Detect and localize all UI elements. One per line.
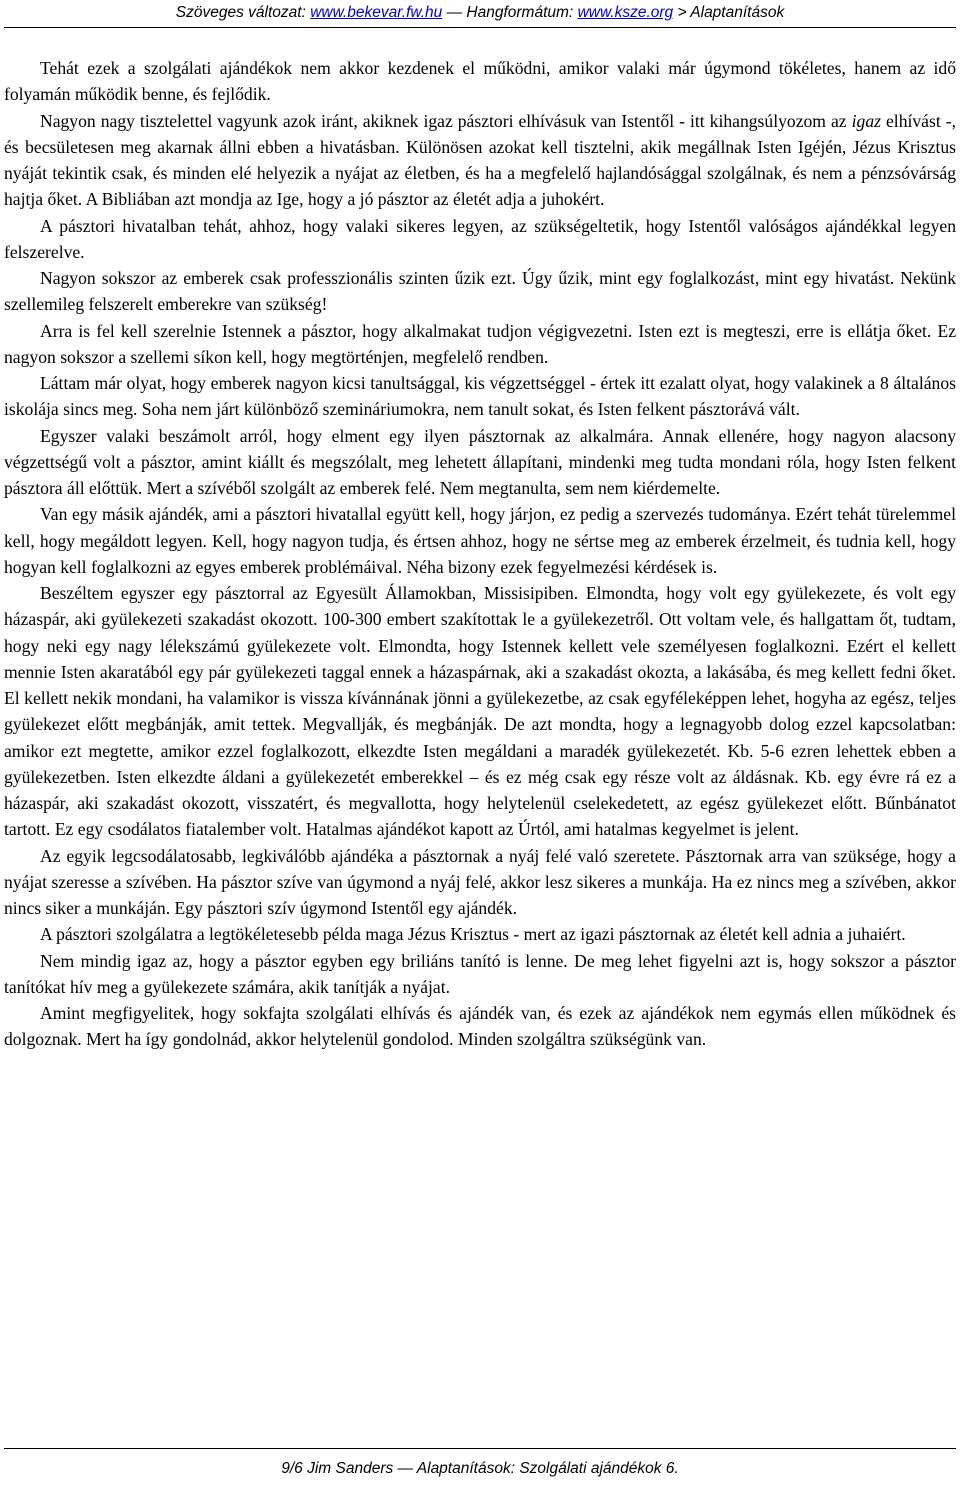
header-divider — [4, 27, 956, 28]
paragraph-2 — [4, 108, 956, 213]
paragraph-2-post: elhívást -, és becsületesen meg akarnak állni ebben a hivatásban. Különösen azokat kell tisztelni, akik megállnak Isten Igéjén, Jézus Krisztus nyáját tekintik csak, és minden elé helyezik a nyájat az életben, és ha a megfelelő hajlandósággal szolgálnak, és nem a pénzsóvárság hajtja őket. A Bibliában azt mondja az Ige, hogy a jó pásztor az életét adja a juhokért. — [4, 110, 956, 210]
paragraph-2-emphasis: igaz — [851, 110, 881, 131]
footer-divider — [4, 1448, 956, 1449]
paragraph-1: Tehát ezek a szolgálati ajándékok nem akkor kezdenek el működni, amikor valaki már úgymond tökéletes, hanem az idő folyamán működik benne, és fejlődik. — [4, 58, 956, 105]
paragraph-3: A pásztori hivatalban tehát, ahhoz, hogy valaki sikeres legyen, az szükségeltetik, hogy Istentől valóságos ajándékkal legyen felszerelve. — [4, 215, 956, 262]
paragraph-8: Van egy másik ajándék, ami a pásztori hivatallal együtt kell, hogy járjon, ez pedig a szervezés tudománya. Ezért tehát türelemmel kell, hogy megáldott legyen. Kell, hogy nagyon tudja, és értsen ahhoz, hogy ne sértse meg az emberek érzelmeit, és tudnia kell, hogy hogyan kell foglalkozni az egyes emberek problémáival. Néha bizony ezek fegyelmezési kérdések is. — [4, 504, 956, 577]
paragraph-7: Egyszer valaki beszámolt arról, hogy elment egy ilyen pásztornak az alkalmára. Annak ellenére, hogy nagyon alacsony végzettségű volt a pásztor, amint kiállt és megszólalt, meg lehetett állapítani, mindenki meg tudta mondani róla, hogy Isten felkent pásztora áll előttük. Mert a szívéből szolgált az emberek felé. Nem megtanulta, sem nem kiérdemelte. — [4, 425, 956, 498]
paragraph-10: Az egyik legcsodálatosabb, legkiválóbb ajándéka a pásztornak a nyáj felé való szeretete. Pásztornak arra van szüksége, hogy a nyájat szeresse a szívében. Ha pásztor szíve van úgymond a nyáj felé, akkor lesz sikeres a munkája. Ha ez nincs meg a szívében, akkor nincs siker a munkáján. Egy pásztori szív úgymond Istentől egy ajándék. — [4, 845, 956, 918]
paragraph-4: Nagyon sokszor az emberek csak professzionális szinten űzik ezt. Úgy űzik, mint egy foglalkozást, mint egy hivatást. Nekünk szellemileg felszerelt emberekre van szükség! — [4, 268, 956, 315]
paragraph-12: Nem mindig igaz az, hogy a pásztor egyben egy briliáns tanító is lenne. De meg lehet figyelni azt is, hogy sokszor a pásztor tanítókat hív meg a gyülekezete számára, akik tanítják a nyájat. — [4, 950, 956, 997]
paragraph-11: A pásztori szolgálatra a legtökéletesebb példa maga Jézus Krisztus - mert az igazi pásztornak az életét kell adnia a juhaiért. — [40, 924, 906, 945]
document-body — [4, 55, 956, 1053]
header-prefix: Szöveges változat: — [175, 4, 306, 21]
paragraph-9: Beszéltem egyszer egy pásztorral az Egyesült Államokban, Missisipiben. Elmondta, hogy volt egy gyülekezete, és volt egy házaspár, aki gyülekezeti szakadást okozott. 100-300 embert szakítottak le a gyülekezetről. Ott voltam vele, és hallgattam őt, tudtam, hogy neki egy nagy lélekszámú gyülekezete volt. Elmondta, hogy Istennek kellett vele személyesen foglalkozni. Ezért el kellett mennie Isten akaratából egy pár gyülekezeti taggal ennek a házaspárnak, aki a szakadást okozta, a lakásába, és meg kellett fedni őket. El kellett nekik mondani, ha valamikor is vissza kívánnának jönni a gyülekezetbe, az csak egyféleképpen lehet, hogyha az egész, teljes gyülekezet előtt megbánják, amit tettek. Megvallják, és megbánják. De azt mondta, hogy a legnagyobb dolog ezzel kapcsolatban: amikor ezt megtette, amikor ezzel foglalkozott, elkezdte Isten megáldani a maradék gyülekezetét. Kb. 5-6 ezren lehettek ebben a gyülekezetben. Isten elkezdte áldani a gyülekezetét emberekkel – és ez még csak egy része volt az áldásnak. Kb. egy évre rá ez a házaspár, aki szakadást okozott, visszatért, és megvallotta, hogy helytelenül cselekedetett, az egész gyülekezet előtt. Bűnbánatot tartott. Ez egy csodálatos fiatalember volt. Hatalmas ajándékot kapott az Úrtól, ami hatalmas kegyelmet is jelent. — [4, 583, 956, 840]
paragraph-13: Amint megfigyelitek, hogy sokfajta szolgálati elhívás és ajándék van, és ezek az ajándékok nem egymás ellen működnek és dolgoznak. Mert ha így gondolnád, akkor helytelenül gondolod. Minden szolgáltra szükségünk van. — [4, 1003, 956, 1050]
header-link-ksze[interactable]: www.ksze.org — [577, 4, 674, 21]
paragraph-6: Láttam már olyat, hogy emberek nagyon kicsi tanultsággal, kis végzettséggel - értek itt ezalatt olyat, hogy valakinek a 8 általános iskolája sincs meg. Soha nem járt különböző szemináriumokra, nem tanult sokat, és Isten felkent pásztorává vált. — [4, 373, 956, 420]
page-footer: 9/6 Jim Sanders — Alaptanítások: Szolgálati ajándékok 6. — [281, 1460, 679, 1477]
header-suffix: > Alaptanítások — [677, 4, 785, 21]
paragraph-2-pre: Nagyon nagy tisztelettel vagyunk azok iránt, akiknek igaz pásztori elhívásuk van Istentől - itt kihangsúlyozom az — [40, 110, 852, 131]
page-header — [0, 3, 960, 23]
header-link-bekevar[interactable]: www.bekevar.fw.hu — [310, 4, 443, 21]
header-separator: — Hangformátum: — [446, 4, 574, 21]
paragraph-5: Arra is fel kell szerelnie Istennek a pásztor, hogy alkalmakat tudjon végigvezetni. Isten ezt is megteszi, erre is ellátja őket. Ez nagyon sokszor a szellemi síkon kell, hogy megtörténjen, megfelelő rendben. — [4, 320, 956, 367]
